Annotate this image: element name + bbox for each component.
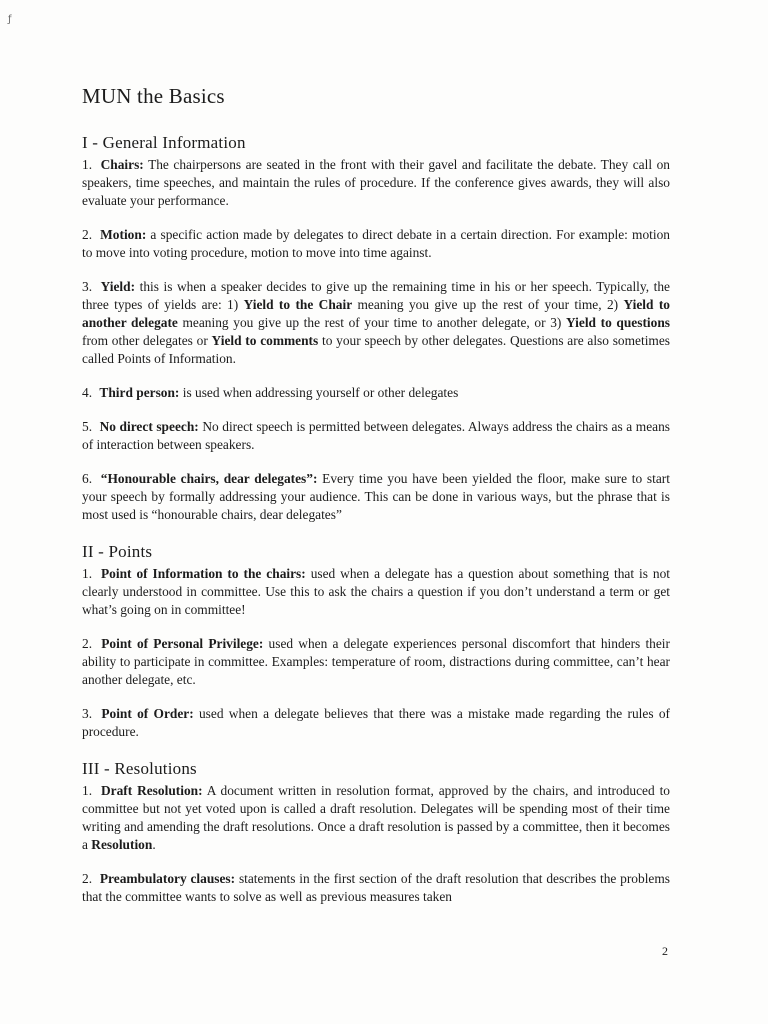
item-term: Third person: (99, 385, 180, 400)
item-text: meaning you give up the rest of your time, 2) (352, 297, 624, 312)
section-heading: III - Resolutions (82, 759, 197, 778)
item-number: 1. (82, 783, 93, 798)
list-item-point-of-information (82, 565, 670, 619)
list-item-motion (82, 226, 670, 262)
item-text: from other delegates or (82, 333, 212, 348)
item-text: this is when a speaker decides to give up the remaining time in his or her speech. Typically, the three types of yields are: 1) (82, 279, 670, 312)
item-text: statements in the first section of the draft resolution that describes the problems that the committee wants to solve as well as previous measures taken (82, 871, 670, 904)
section-heading: I - General Information (82, 133, 246, 152)
item-number: 2. (82, 871, 93, 886)
page-number: 2 (662, 944, 668, 958)
item-text: used when a delegate experiences personal discomfort that hinders their ability to participate in committee. Examples: temperature of room, distractions during committee, can’t hear another delegate, etc. (82, 636, 670, 687)
yield-to-chair-term: Yield to the Chair (243, 297, 353, 312)
item-text: The chairpersons are seated in the front with their gavel and facilitate the debate. They call on speakers, time speeches, and maintain the rules of procedure. If the conference gives awards, they will also evaluate your performance. (82, 157, 670, 208)
item-text: Every time you have been yielded the floor, make sure to start your speech by formally addressing your audience. This can be done in various ways, but the phrase that is most used is “honourable chairs, dear delegates” (82, 471, 670, 522)
yield-to-comments-term: Yield to comments (211, 333, 319, 348)
item-number: 3. (82, 279, 93, 294)
section-points (82, 542, 670, 741)
item-term: Chairs: (100, 157, 144, 172)
item-text: is used when addressing yourself or other delegates (182, 385, 459, 400)
list-item-no-direct-speech (82, 418, 670, 454)
document-body (82, 84, 670, 924)
list-item-yield (82, 278, 670, 368)
item-number: 3. (82, 706, 93, 721)
item-text: used when a delegate has a question about something that is not clearly understood in committee. Use this to ask the chairs a question if you don’t understand a term or get what’s going on in committee! (82, 566, 670, 617)
item-term: Motion: (100, 227, 147, 242)
item-number: 6. (82, 471, 93, 486)
item-number: 2. (82, 636, 93, 651)
item-term: “Honourable chairs, dear delegates”: (100, 471, 318, 486)
item-term: Point of Order: (101, 706, 194, 721)
document-title: MUN the Basics (82, 84, 225, 108)
item-number: 1. (82, 157, 93, 172)
section-general-information (82, 133, 670, 524)
item-number: 4. (82, 385, 93, 400)
item-text: . (152, 837, 156, 852)
resolution-term: Resolution (91, 837, 153, 852)
list-item-point-of-personal-privilege (82, 635, 670, 689)
item-number: 5. (82, 419, 93, 434)
list-item-preambulatory-clauses (82, 870, 670, 906)
item-term: Yield: (100, 279, 136, 294)
item-term: No direct speech: (99, 419, 199, 434)
item-number: 2. (82, 227, 93, 242)
list-item-third-person (82, 384, 670, 402)
list-item-draft-resolution (82, 782, 670, 854)
item-text: meaning you give up the rest of your time to another delegate, or 3) (177, 315, 566, 330)
item-text: No direct speech is permitted between delegates. Always address the chairs as a means of interaction between speakers. (82, 419, 670, 452)
item-term: Draft Resolution: (100, 783, 203, 798)
item-term: Preambulatory clauses: (99, 871, 236, 886)
item-term: Point of Information to the chairs: (101, 566, 306, 581)
item-text: A document written in resolution format, approved by the chairs, and introduced to committee but not yet voted upon is called a draft resolution. Delegates will be spending most of their time writing and amending the draft resolutions. Once a draft resolution is passed by a committee, then it becomes a (82, 783, 670, 852)
item-number: 1. (82, 566, 93, 581)
yield-to-delegate-term: Yield to another delegate (82, 297, 670, 330)
item-term: Point of Personal Privilege: (101, 636, 264, 651)
list-item-chairs (82, 156, 670, 210)
section-heading: II - Points (82, 542, 153, 561)
list-item-point-of-order (82, 705, 670, 741)
yield-to-questions-term: Yield to questions (565, 315, 670, 330)
scan-artifact-mark: ƒ (8, 14, 12, 25)
section-resolutions (82, 759, 670, 906)
item-text: to your speech by other delegates. Questions are also sometimes called Points of Information. (82, 333, 670, 366)
item-text: a specific action made by delegates to direct debate in a certain direction. For example: motion to move into voting procedure, motion to move into time against. (82, 227, 670, 260)
list-item-honourable-chairs (82, 470, 670, 524)
item-text: used when a delegate believes that there was a mistake made regarding the rules of procedure. (82, 706, 670, 739)
